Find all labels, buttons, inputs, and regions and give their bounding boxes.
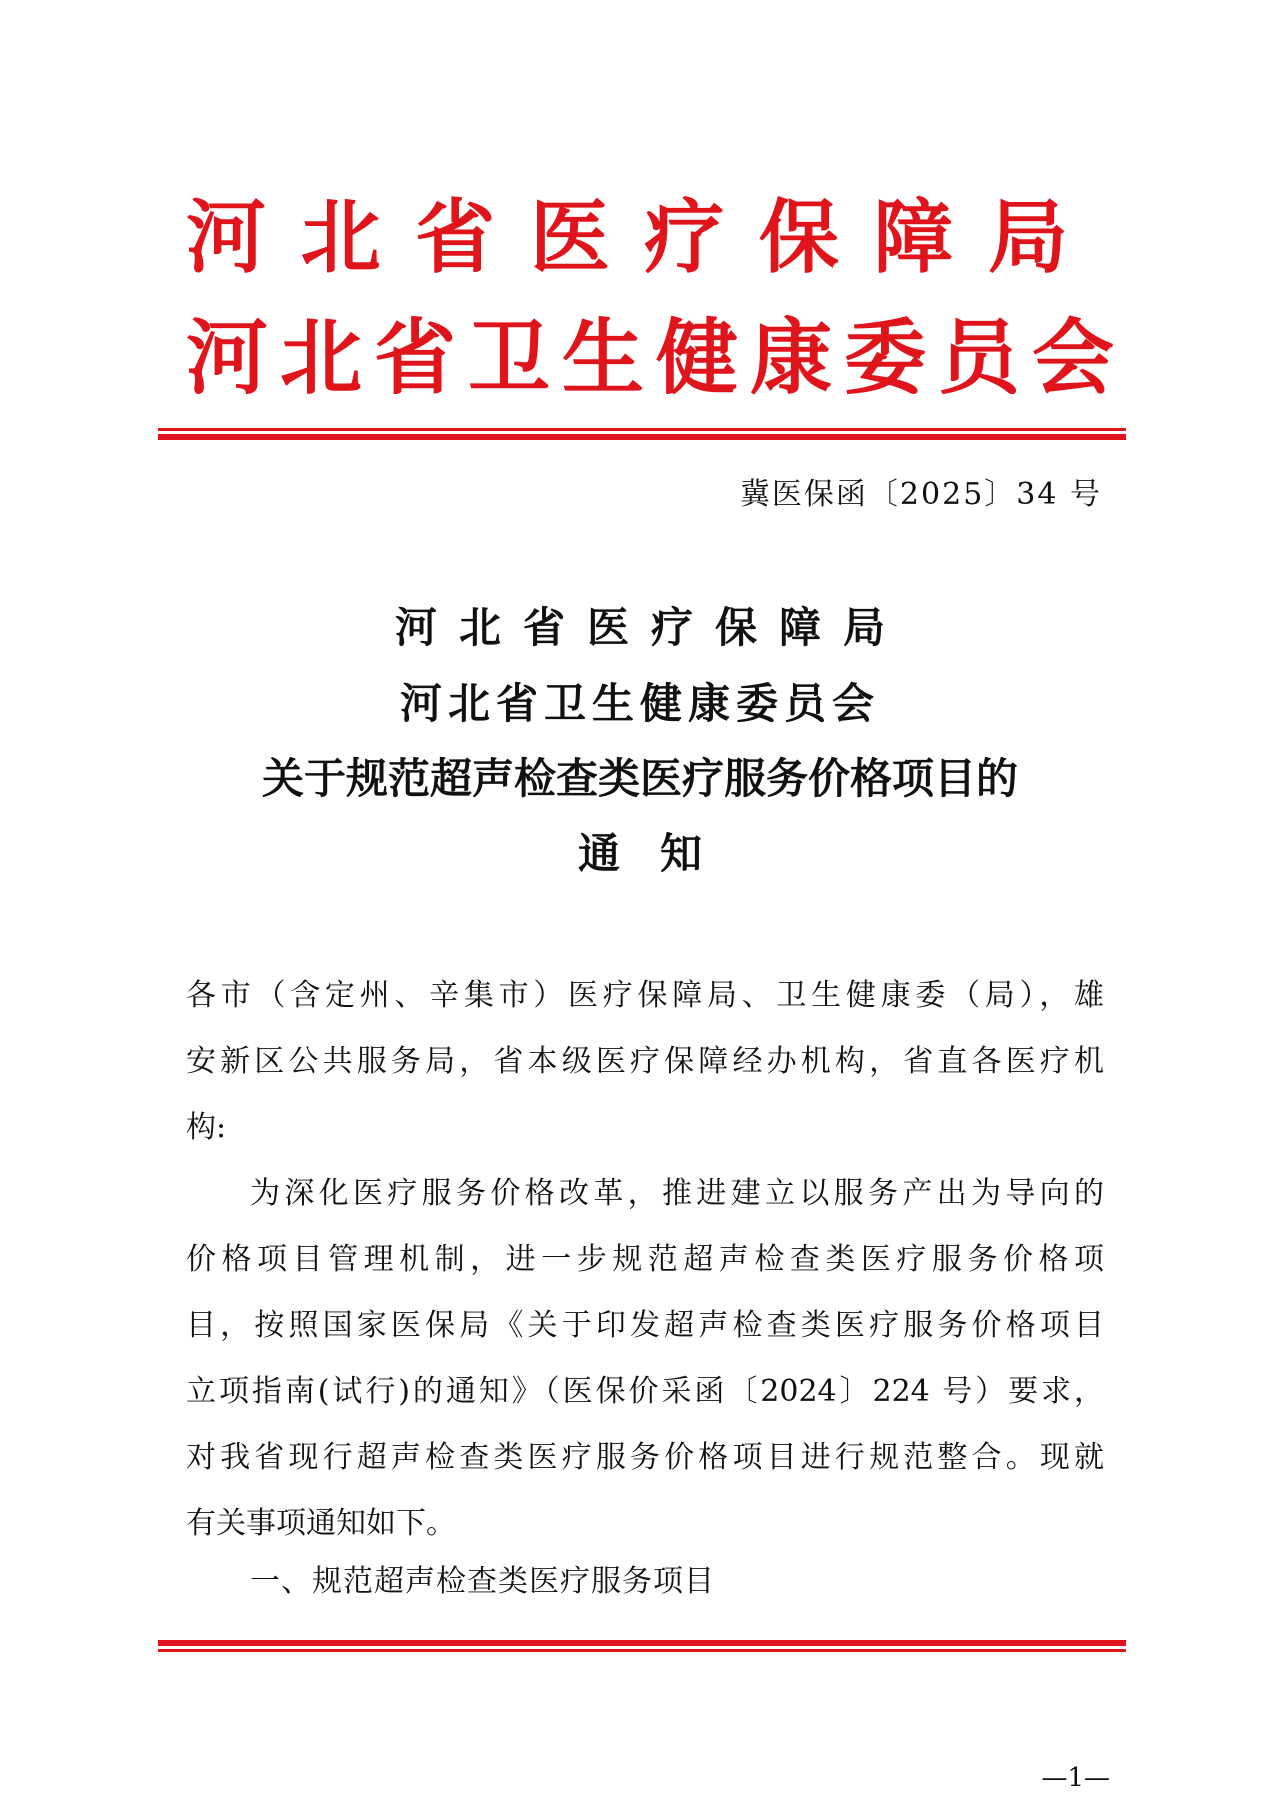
footer-divider-thin xyxy=(158,1649,1126,1652)
section-heading: 一、规范超声检查类医疗服务项目 xyxy=(250,1564,715,1599)
paragraph-line: 为深化医疗服务价格改革，推进建立以服务产出为导向的 xyxy=(250,1176,1104,1211)
paragraph-line: 对我省现行超声检查类医疗服务价格项目进行规范整合。现就 xyxy=(186,1440,1104,1475)
title-line-4: 通知 xyxy=(577,829,742,878)
document-number: 冀医保函〔2025〕34 号 xyxy=(739,477,1102,512)
paragraph-line: 价格项目管理机制，进一步规范超声检查类医疗服务价格项 xyxy=(186,1242,1104,1277)
paragraph-line: 立项指南(试行)的通知》（医保价采函〔2024〕224 号）要求， xyxy=(186,1374,1104,1409)
page-number: —1— xyxy=(1041,1763,1110,1793)
header-org-line-2: 河北省卫生健康委员会 xyxy=(186,311,1127,406)
paragraph-line: 目，按照国家医保局《关于印发超声检查类医疗服务价格项目 xyxy=(186,1308,1104,1343)
title-line-2: 河北省卫生健康委员会 xyxy=(399,679,880,728)
header-divider-thin xyxy=(158,428,1126,431)
paragraph-line: 有关事项通知如下。 xyxy=(186,1506,456,1541)
title-line-3: 关于规范超声检查类医疗服务价格项目的 xyxy=(261,754,1018,803)
header-org-line-1: 河北省医疗保障局 xyxy=(186,191,1096,284)
salutation-line: 各市（含定州、辛集市）医疗保障局、卫生健康委（局），雄 xyxy=(186,978,1104,1013)
title-line-1: 河北省医疗保障局 xyxy=(394,603,907,652)
salutation-line: 安新区公共服务局，省本级医疗保障经办机构，省直各医疗机 xyxy=(186,1044,1104,1079)
salutation-line: 构: xyxy=(186,1110,227,1145)
header-divider-thick xyxy=(158,434,1126,440)
footer-divider-thick xyxy=(158,1640,1126,1646)
